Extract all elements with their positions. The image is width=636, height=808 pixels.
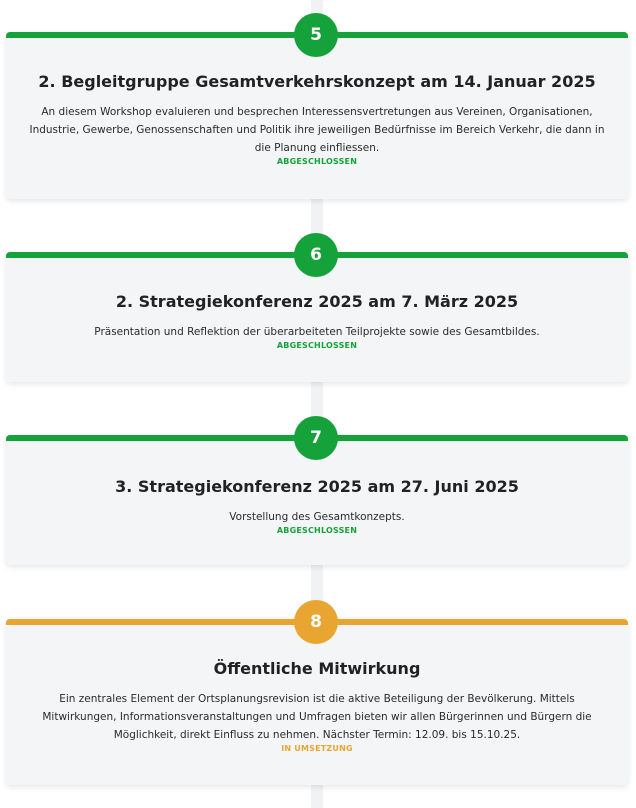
step-description: Präsentation und Reflektion der überarbeiteten Teilprojekte sowie des Gesamtbildes. [94,326,540,338]
step-number-badge: 5 [294,13,338,57]
timeline-step-7 [6,428,628,565]
step-description: An diesem Workshop evaluieren und besprechen Interessensvertretungen aus Vereinen, Organisationen, Industrie, Gewerbe, Genossenschaften und Politik ihre jeweiligen Bedürfnisse im Bereich Verkehr, die dann in die Planung einfliessen. [29,106,605,154]
step-description: Vorstellung des Gesamtkonzepts. [229,511,405,523]
status-badge: ABGESCHLOSSEN [276,341,358,350]
timeline-step-5 [6,25,628,199]
step-number-badge: 8 [294,600,338,644]
step-title: Öffentliche Mitwirkung [213,659,421,678]
step-number-badge: 6 [294,233,338,277]
step-description: Ein zentrales Element der Ortsplanungsrevision ist die aktive Beteiligung der Bevölkerung. Mittels Mitwirkungen, Informationsveranstaltungen und Umfragen bieten wir allen Bürgerinnen und Bürgern die Möglichkeit, direkt Einfluss zu nehmen. Nächster Termin: 12.09. bis 15.10.25. [42,693,592,741]
timeline-step-8 [6,612,628,785]
step-title: 2. Begleitgruppe Gesamtverkehrskonzept am 14. Januar 2025 [38,72,596,91]
status-badge: ABGESCHLOSSEN [276,526,358,535]
step-number-badge: 7 [294,416,338,460]
timeline-step-6 [6,245,628,382]
status-badge: IN UMSETZUNG [281,744,353,753]
step-title: 2. Strategiekonferenz 2025 am 7. März 2025 [115,292,519,311]
step-title: 3. Strategiekonferenz 2025 am 27. Juni 2025 [115,477,519,496]
status-badge: ABGESCHLOSSEN [276,157,358,166]
